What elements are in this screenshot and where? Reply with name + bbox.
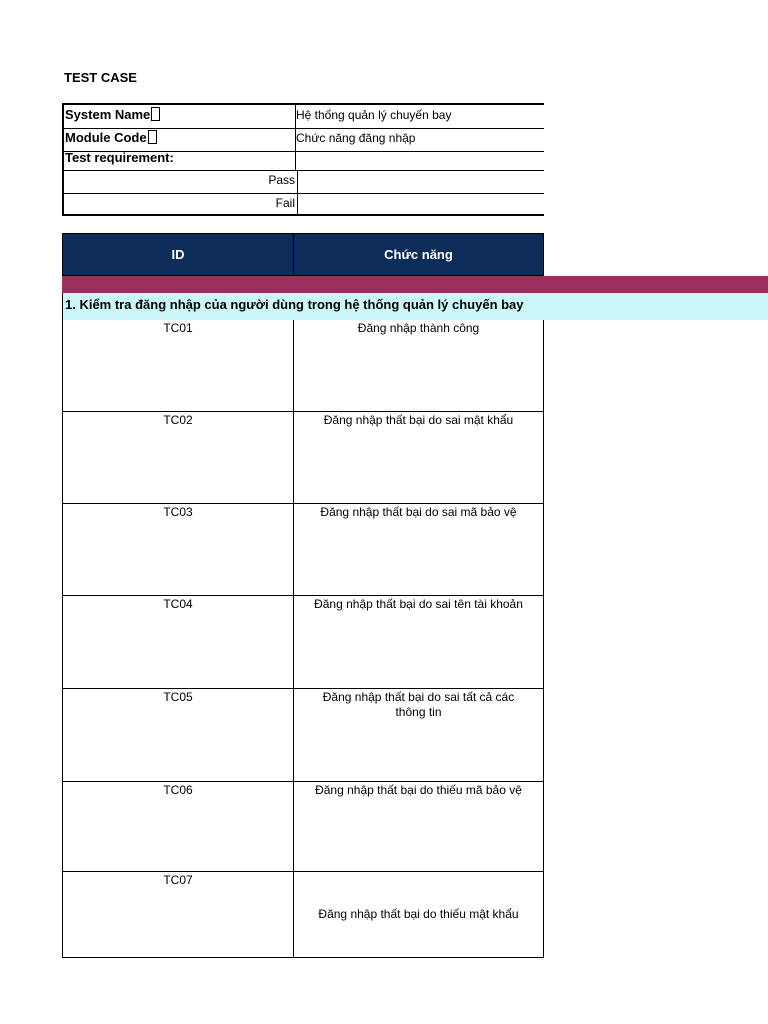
pass-row [64, 170, 544, 194]
test-case-function[interactable]: Đăng nhập thất bại do sai mật khẩu [323, 413, 514, 427]
pass-label[interactable]: Pass [64, 170, 298, 193]
table-row [63, 596, 543, 689]
info-table [62, 103, 544, 216]
test-case-id[interactable]: TC04 [63, 596, 294, 688]
pass-value[interactable] [295, 170, 544, 193]
test-case-id[interactable]: TC06 [63, 782, 294, 871]
test-case-table [62, 320, 544, 958]
table-row [63, 412, 543, 504]
test-case-function[interactable]: Đăng nhập thất bại do sai tất cả các thông tin [322, 690, 515, 719]
column-header-id[interactable]: ID [63, 234, 294, 275]
system-name-label: System Name [65, 107, 151, 122]
table-row [63, 782, 543, 872]
column-header-function[interactable]: Chức năng [384, 247, 453, 262]
system-name-value[interactable]: Hệ thống quản lý chuyến bay [296, 108, 452, 122]
test-case-function[interactable]: Đăng nhập thất bại do sai tên tài khoản [314, 597, 523, 611]
test-case-id[interactable]: TC01 [63, 320, 294, 411]
table-row [63, 872, 543, 957]
fail-label[interactable]: Fail [64, 193, 298, 216]
module-code-label: Module Code [65, 130, 147, 145]
table-row [63, 504, 543, 596]
test-case-function[interactable]: Đăng nhập thất bại do sai mã bảo vệ [320, 505, 517, 519]
test-requirement-value[interactable] [295, 151, 544, 170]
table-header [62, 233, 544, 276]
test-case-function[interactable]: Đăng nhập thất bại do thiếu mật khẩu [318, 907, 519, 921]
system-name-row [64, 105, 544, 129]
test-case-function[interactable]: Đăng nhập thành công [357, 321, 480, 335]
module-code-value[interactable]: Chức năng đăng nhập [296, 131, 416, 145]
test-requirement-row [64, 151, 544, 171]
system-name-label-cell[interactable] [64, 105, 296, 128]
module-code-row [64, 128, 544, 152]
fail-row [64, 193, 544, 216]
test-case-id[interactable]: TC03 [63, 504, 294, 595]
test-case-id[interactable]: TC05 [63, 689, 294, 781]
header-band [62, 276, 768, 293]
page-title: TEST CASE [64, 70, 137, 85]
fail-value[interactable] [295, 193, 544, 216]
table-row [63, 689, 543, 782]
missing-glyph-icon [148, 130, 157, 144]
module-code-label-cell[interactable] [64, 128, 296, 151]
test-case-function[interactable]: Đăng nhập thất bại do thiếu mã bảo vệ [315, 783, 522, 797]
test-requirement-label[interactable]: Test requirement: [65, 150, 174, 165]
table-row [63, 320, 543, 412]
missing-glyph-icon [151, 107, 160, 121]
section-title[interactable]: 1. Kiểm tra đăng nhập của người dùng trong hệ thống quản lý chuyến bay [62, 293, 768, 320]
test-case-id[interactable]: TC07 [63, 872, 294, 957]
test-case-id[interactable]: TC02 [63, 412, 294, 503]
